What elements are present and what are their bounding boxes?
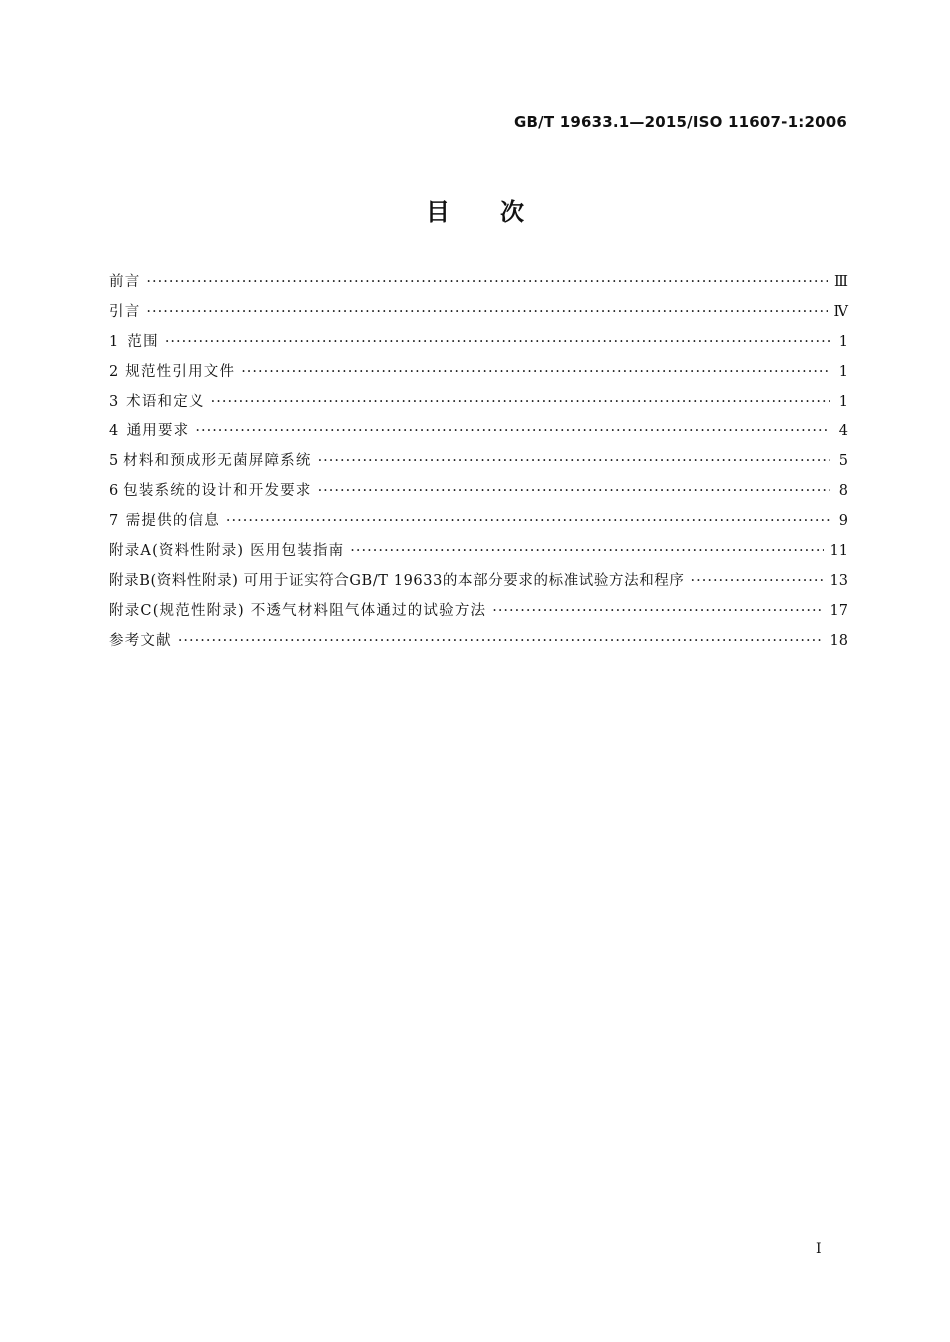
toc-entry-page: 11 <box>829 543 848 560</box>
toc-leader-dots <box>146 274 828 290</box>
toc-entry-page: 4 <box>838 423 848 440</box>
toc-entry-annex-c[interactable] <box>109 599 848 629</box>
toc-entry-number: 7 <box>109 513 119 530</box>
toc-entry-number: 2 <box>109 363 119 380</box>
toc-leader-dots <box>226 513 830 529</box>
toc-entry-number: 6 <box>109 483 119 500</box>
toc-entry-terms-definitions[interactable] <box>109 390 848 420</box>
toc-entry-number: 4 <box>109 423 119 440</box>
toc-entry-introduction[interactable] <box>109 300 848 330</box>
toc-entry-scope[interactable] <box>109 330 848 360</box>
toc-entry-page: Ⅲ <box>834 274 848 290</box>
page-title: 目次 <box>426 198 574 226</box>
toc-entry-label: 附录B(资料性附录) 可用于证实符合GB/T 19633的本部分要求的标准试验方法和程序 <box>109 572 685 589</box>
toc-entry-label: 规范性引用文件 <box>125 363 236 380</box>
toc-entry-label: 需提供的信息 <box>125 513 220 530</box>
table-of-contents <box>109 270 848 659</box>
toc-entry-annex-b[interactable] <box>109 569 848 599</box>
toc-entry-page: 8 <box>838 483 848 500</box>
toc-leader-dots <box>146 304 827 320</box>
toc-entry-number: 3 <box>109 393 119 410</box>
toc-entry-label: 附录C(规范性附录) 不透气材料阻气体通过的试验方法 <box>109 602 487 619</box>
toc-entry-label: 参考文献 <box>109 632 172 649</box>
toc-entry-page: 9 <box>838 513 848 530</box>
toc-entry-number: 1 <box>109 333 119 350</box>
toc-leader-dots <box>350 543 823 559</box>
toc-entry-information[interactable] <box>109 509 848 539</box>
toc-entry-number: 5 <box>109 453 119 470</box>
toc-entry-page: 5 <box>838 453 848 470</box>
toc-entry-label: 范围 <box>127 333 159 350</box>
toc-entry-label: 包装系统的设计和开发要求 <box>123 483 312 500</box>
toc-entry-page: Ⅳ <box>833 303 848 320</box>
toc-leader-dots <box>165 334 830 350</box>
toc-leader-dots <box>178 633 824 649</box>
toc-entry-normative-references[interactable] <box>109 360 848 390</box>
toc-entry-label: 通用要求 <box>126 423 190 440</box>
toc-leader-dots <box>318 453 830 469</box>
toc-leader-dots <box>211 394 830 410</box>
toc-entry-annex-a[interactable] <box>109 539 848 569</box>
toc-entry-design-development[interactable] <box>109 479 848 509</box>
toc-entry-label: 术语和定义 <box>126 393 205 410</box>
toc-entry-page: 17 <box>829 602 848 619</box>
toc-entry-label: 附录A(资料性附录) 医用包装指南 <box>109 543 345 560</box>
toc-entry-materials[interactable] <box>109 449 848 479</box>
toc-entry-page: 18 <box>829 632 848 649</box>
toc-entry-page: 13 <box>829 572 848 589</box>
toc-entry-label: 材料和预成形无菌屏障系统 <box>123 453 312 470</box>
standard-number-header: GB/T 19633.1—2015/ISO 11607-1:2006 <box>514 113 847 131</box>
toc-leader-dots <box>691 573 824 589</box>
toc-entry-foreword[interactable] <box>109 270 848 300</box>
toc-entry-general-requirements[interactable] <box>109 419 848 449</box>
toc-leader-dots <box>318 483 830 499</box>
toc-leader-dots <box>195 423 830 439</box>
page-number: I <box>816 1241 822 1257</box>
toc-entry-label: 前言 <box>109 274 141 290</box>
toc-entry-bibliography[interactable] <box>109 629 848 659</box>
toc-entry-page: 1 <box>838 393 848 410</box>
toc-leader-dots <box>241 364 830 380</box>
toc-leader-dots <box>492 603 823 619</box>
toc-entry-label: 引言 <box>109 303 141 320</box>
toc-entry-page: 1 <box>838 363 848 380</box>
toc-entry-page: 1 <box>838 333 848 350</box>
